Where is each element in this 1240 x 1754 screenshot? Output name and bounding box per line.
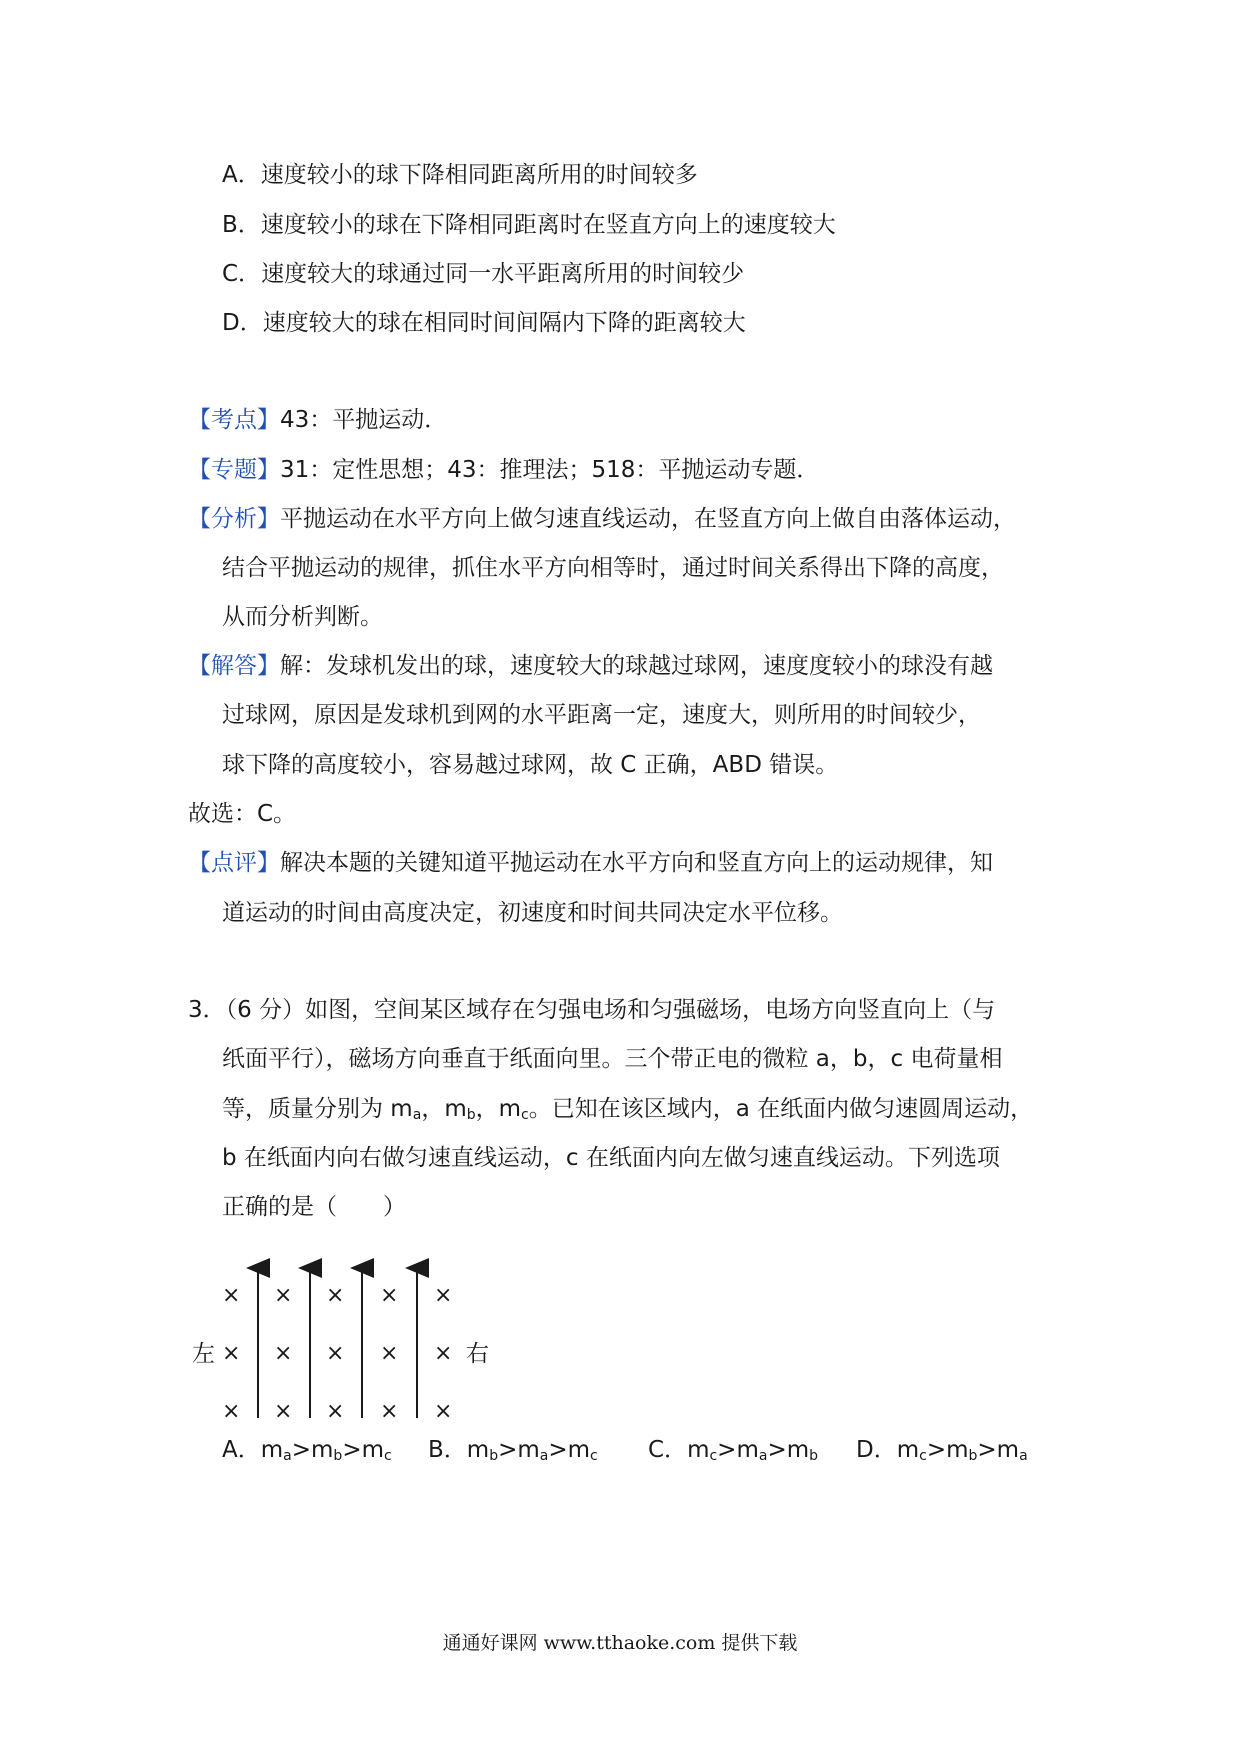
dianping-line-1: 【点评】解决本题的关键知道平抛运动在水平方向和竖直方向上的运动规律，知 xyxy=(188,850,993,876)
field-diagram xyxy=(190,1240,520,1455)
cross-mark: × xyxy=(434,1283,453,1308)
jieda-line-3: 球下降的高度较小，容易越过球网，故 C 正确，ABD 错误。 xyxy=(222,752,839,778)
cross-mark: × xyxy=(380,1399,399,1424)
page-footer: 通通好课网 www.tthaoke.com 提供下载 xyxy=(442,1632,798,1654)
cross-mark: × xyxy=(222,1399,241,1424)
cross-mark: × xyxy=(434,1399,453,1424)
option-d: D．速度较大的球在相同时间间隔内下降的距离较大 xyxy=(222,310,746,336)
cross-mark: × xyxy=(326,1341,345,1366)
guxuan-line: 故选：C。 xyxy=(188,801,297,827)
q3-line-1: 3．（6 分）如图，空间某区域存在匀强电场和匀强磁场，电场方向竖直向上（与 xyxy=(188,997,996,1023)
cross-mark: × xyxy=(222,1283,241,1308)
q3-line-2: 纸面平行），磁场方向垂直于纸面向里。三个带正电的微粒 a，b，c 电荷量相 xyxy=(222,1046,1003,1072)
zhuanti-line: 【专题】31：定性思想；43：推理法；518：平抛运动专题． xyxy=(188,457,820,483)
q3-line-5: 正确的是（ ） xyxy=(222,1194,406,1220)
jieda-line-1: 【解答】解：发球机发出的球，速度较大的球越过球网，速度度较小的球没有越 xyxy=(188,653,993,679)
left-label: 左 xyxy=(192,1341,215,1367)
fenxi-tag: 【分析】 xyxy=(188,506,280,532)
fenxi-line-3: 从而分析判断。 xyxy=(222,604,383,630)
cross-mark: × xyxy=(274,1399,293,1424)
cross-mark: × xyxy=(326,1399,345,1424)
cross-mark: × xyxy=(274,1283,293,1308)
cross-mark: × xyxy=(222,1341,241,1366)
jieda-line-2: 过球网，原因是发球机到网的水平距离一定，速度大，则所用的时间较少， xyxy=(222,702,981,728)
q3-line-4: b 在纸面内向右做匀速直线运动，c 在纸面内向左做匀速直线运动。下列选项 xyxy=(222,1145,1000,1171)
cross-mark: × xyxy=(380,1341,399,1366)
q3-option-c: C．$m_c>m_a>m_b$ xyxy=(648,1437,819,1464)
dianping-tag: 【点评】 xyxy=(188,850,280,876)
right-label: 右 xyxy=(466,1341,489,1367)
cross-mark: × xyxy=(326,1283,345,1308)
cross-mark: × xyxy=(380,1283,399,1308)
q3-option-b: B．$m_b>m_a>m_c$ xyxy=(428,1437,598,1464)
jieda-tag: 【解答】 xyxy=(188,653,280,679)
kaodian-tag: 【考点】 xyxy=(188,407,280,433)
dianping-line-2: 道运动的时间由高度决定，初速度和时间共同决定水平位移。 xyxy=(222,900,843,926)
fenxi-line-1: 【分析】平抛运动在水平方向上做匀速直线运动，在竖直方向上做自由落体运动， xyxy=(188,506,1016,532)
fenxi-line-2: 结合平抛运动的规律，抓住水平方向相等时，通过时间关系得出下降的高度， xyxy=(222,555,1004,581)
option-b: B．速度较小的球在下降相同距离时在竖直方向上的速度较大 xyxy=(222,212,836,238)
cross-mark: × xyxy=(434,1341,453,1366)
cross-mark: × xyxy=(274,1341,293,1366)
option-c: C．速度较大的球通过同一水平距离所用的时间较少 xyxy=(222,261,745,287)
q3-option-d: D．$m_c>m_b>m_a$ xyxy=(856,1437,1028,1464)
option-a: A．速度较小的球下降相同距离所用的时间较多 xyxy=(222,162,698,188)
q3-option-a: A．$m_a>m_b>m_c$ xyxy=(222,1437,392,1464)
q3-line-3: 等，质量分别为 $m_a$，$m_b$，$m_c$。已知在该区域内，a 在纸面内做匀速圆周运动， xyxy=(222,1096,1034,1123)
kaodian-line: 【考点】43：平抛运动． xyxy=(188,407,448,433)
zhuanti-tag: 【专题】 xyxy=(188,457,280,483)
